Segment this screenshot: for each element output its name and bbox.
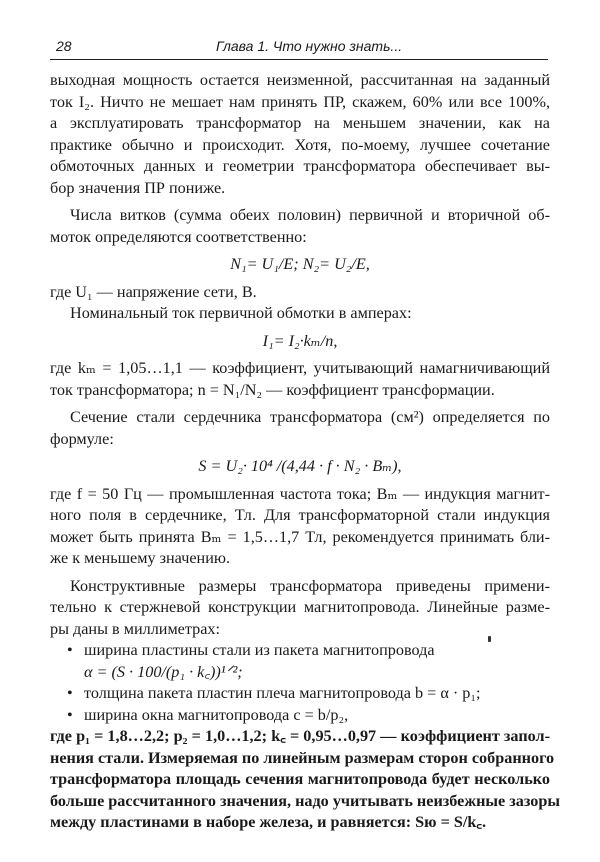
where-frequency: [50, 484, 550, 570]
text-line: может быть принята Bₘ = 1,5…1,7 Тл, рекомендуется принимать бли-: [50, 527, 550, 546]
text-line: между пластинами в наборе железа, и равняется: Sю = S/k꜀.: [50, 813, 487, 831]
text-line: Конструктивные размеры трансформатора приведены примени-: [70, 576, 550, 595]
formula-current: I₁= I₂·kₘ/n,: [262, 331, 338, 350]
text-line: выходная мощность остается неизменной, рассчитанная на заданный: [50, 71, 550, 89]
text-line: ток I₂. Ничто не мешает нам принять ПР, скажем, 60% или все 100%,: [50, 92, 550, 111]
text-line: моток определяются соответственно:: [50, 227, 307, 246]
text-line: толщина пакета пластин плеча магнитопровода b = α · p₁;: [84, 684, 481, 702]
text-line: а эксплуатировать трансформатор на меньшем значении, как на: [50, 114, 550, 132]
text-line: бор значения ПР пониже.: [50, 178, 226, 197]
text-line: трансформатора площадь сечения магнитопровода будет несколько: [50, 770, 550, 788]
text-line: обмоточных данных и геометрии трансформатора обеспечивает вы-: [50, 157, 550, 175]
where-voltage: [50, 282, 550, 304]
text-line: нения стали. Измеряемая по линейным размерам сторон собранного: [50, 748, 555, 767]
page-number: 28: [56, 38, 72, 54]
paragraph-current: [50, 303, 550, 325]
paragraph-turns: [50, 205, 550, 248]
text-line: где U₁ — напряжение сети, В.: [50, 282, 257, 301]
bullet-window-width: [50, 705, 550, 727]
text-line: Номинальный ток первичной обмотки в амперах:: [70, 304, 412, 322]
bullet-marker: •: [67, 705, 73, 724]
text-line: ры даны в миллиметрах:: [50, 619, 221, 638]
bullet-stack-thickness: [50, 683, 550, 705]
text-line: ширина окна магнитопровода c = b/p₂,: [84, 705, 349, 724]
chapter-title: Глава 1. Что нужно знать...: [216, 38, 403, 54]
formula-turns: N₁= U₁/E; N₂= U₂/E,: [230, 255, 370, 273]
text-line: где kₘ = 1,05…1,1 — коэффициент, учитывающий намагничивающий: [50, 359, 550, 377]
paragraph-dimensions: [50, 576, 550, 641]
text-line: где p₁ = 1,8…2,2; p₂ = 1,0…1,2; k꜀ = 0,95…0,97 — коэффициент запол-: [50, 727, 550, 745]
where-coefficients: [50, 358, 550, 401]
text-line: ширина пластины стали из пакета магнитопровода: [84, 641, 435, 659]
bullet-marker: •: [67, 641, 73, 659]
text-line: ного поля в сердечнике, Тл. Для трансформаторной стали индукция: [50, 506, 550, 524]
paragraph-1: [50, 70, 550, 199]
text-line: формуле:: [50, 429, 114, 448]
text-line: тельно к стержневой конструкции магнитопровода. Линейные разме-: [50, 598, 550, 616]
text-line: больше рассчитанного значения, надо учитывать неизбежные зазоры: [50, 791, 561, 810]
paragraph-section: [50, 407, 550, 450]
formula-plate-width: α = (S · 100/(p₁ · k꜀))¹ᐟ²;: [84, 662, 243, 681]
scan-speck: [488, 636, 491, 642]
text-line: практике обычно и происходит. Хотя, по-моему, лучшее сочетание: [50, 135, 550, 154]
text-line: Числа витков (сумма обеих половин) первичной и вторичной об-: [70, 206, 550, 224]
text-line: ток трансформатора; n = N₁/N₂ — коэффициент трансформации.: [50, 380, 495, 399]
bullet-plate-width: [50, 640, 550, 683]
text-line: Сечение стали сердечника трансформатора (см²) определяется по: [70, 408, 550, 426]
paragraph-final: [50, 726, 561, 834]
running-header: [50, 38, 548, 64]
formula-section: S = U₂· 10⁴ /(4,44 · f · N₂ · Bₘ),: [198, 457, 402, 475]
text-line: же к меньшему значению.: [50, 549, 231, 567]
text-line: где f = 50 Гц — промышленная частота тока; Bₘ — индукция магнит-: [50, 484, 550, 503]
header-rule: [50, 59, 548, 60]
page-body: [50, 70, 561, 834]
bullet-marker: •: [67, 684, 73, 702]
